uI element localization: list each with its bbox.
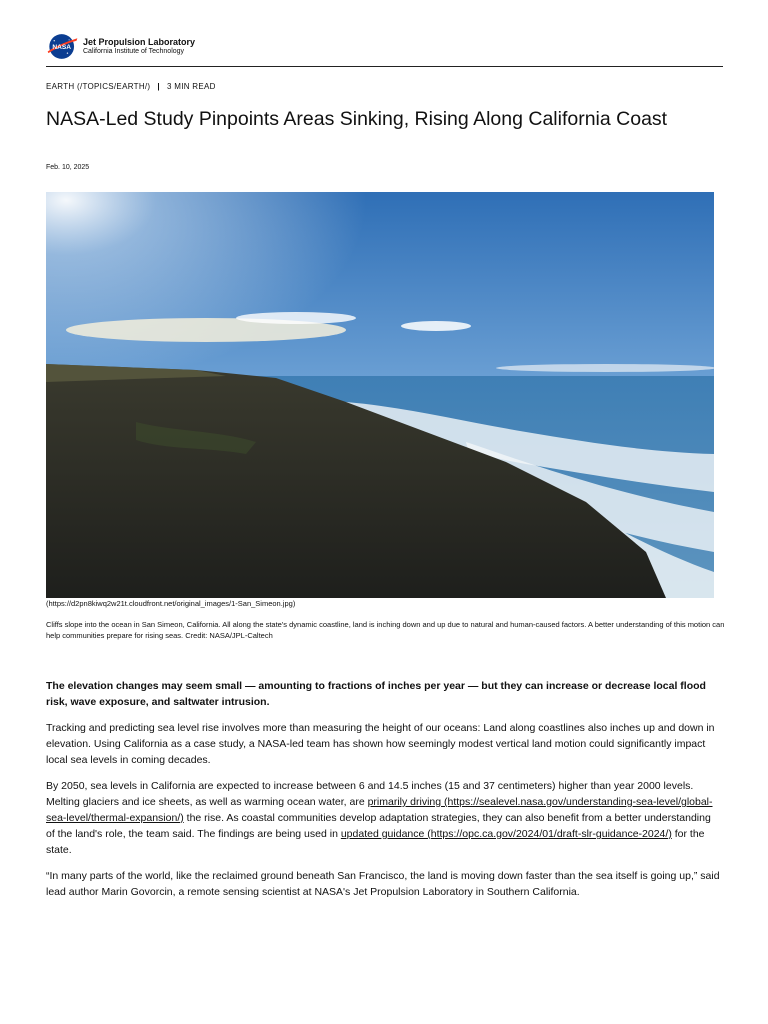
- image-caption: Cliffs slope into the ocean in San Simeon, California. All along the state's dynamic coastline, land is inching down and up due to natural and human-caused factors. A better understanding of this motion can help communities prepare for rising seas. Credit: NASA/JPL-Caltech: [46, 620, 725, 640]
- read-time: 3 MIN READ: [166, 82, 216, 91]
- coastal-cliff-photo: [46, 192, 714, 598]
- body-paragraph-2: [46, 778, 722, 858]
- article-date: Feb. 10, 2025: [46, 164, 90, 171]
- article-title: NASA-Led Study Pinpoints Areas Sinking, Rising Along California Coast: [46, 108, 668, 130]
- hero-image[interactable]: [46, 192, 714, 598]
- nasa-meatball-icon: [46, 33, 79, 60]
- body-paragraph-1: Tracking and predicting sea level rise involves more than measuring the height of our oceans: Land along coastlines also inches up and down in elevation. Using California as a case study, a NASA-led team has shown how seemingly modest vertical land motion could significantly impact local sea levels in coming decades.: [46, 722, 715, 766]
- jpl-logo-link[interactable]: [46, 33, 195, 60]
- image-url-link[interactable]: (https://d2pn8kiwq2w21t.cloudfront.net/original_images/1-San_Simeon.jpg): [46, 599, 296, 608]
- updated-guidance-link[interactable]: updated guidance (https://opc.ca.gov/2024/01/draft-slr-guidance-2024/): [340, 828, 672, 840]
- primarily-driving-link[interactable]: primarily driving (https://sealevel.nasa.gov/understanding-sea-level/global-sea-level/thermal-expansion/): [46, 796, 713, 824]
- meta-separator: |: [157, 82, 160, 91]
- body-paragraph-2-text-a: By 2050, sea levels in California are expected to increase between 6 and 14.5 inches (15 and 37 centimeters) higher than year 2000 levels. Melting glaciers and ice sheets, as well as warming ocean water, are: [46, 780, 694, 808]
- topic-link[interactable]: EARTH (/TOPICS/EARTH/): [46, 82, 151, 91]
- lab-name: Jet Propulsion Laboratory: [83, 37, 196, 47]
- site-header: [46, 33, 723, 67]
- lab-wordmark: [83, 38, 195, 55]
- lead-paragraph: The elevation changes may seem small — amounting to fractions of inches per year — but they can increase or decrease local flood risk, wave exposure, and saltwater intrusion.: [46, 680, 706, 708]
- nasa-logo-text: NASA: [52, 43, 72, 51]
- body-paragraph-2-text-b: the rise. As coastal communities develop adaptation strategies, they can also benefit from a better understanding of the land's role, the team said. The findings are being used in: [46, 812, 711, 840]
- article-body: [46, 678, 722, 910]
- body-paragraph-2-text-c: for the state.: [46, 828, 705, 856]
- article-meta: [46, 82, 216, 91]
- body-paragraph-3: “In many parts of the world, like the reclaimed ground beneath San Francisco, the land is moving down faster than the sea itself is going up,” said lead author Marin Govorcin, a remote sensing scientist at NASA's Jet Propulsion Laboratory in Southern California.: [46, 870, 720, 898]
- lab-subtitle: California Institute of Technology: [83, 48, 185, 55]
